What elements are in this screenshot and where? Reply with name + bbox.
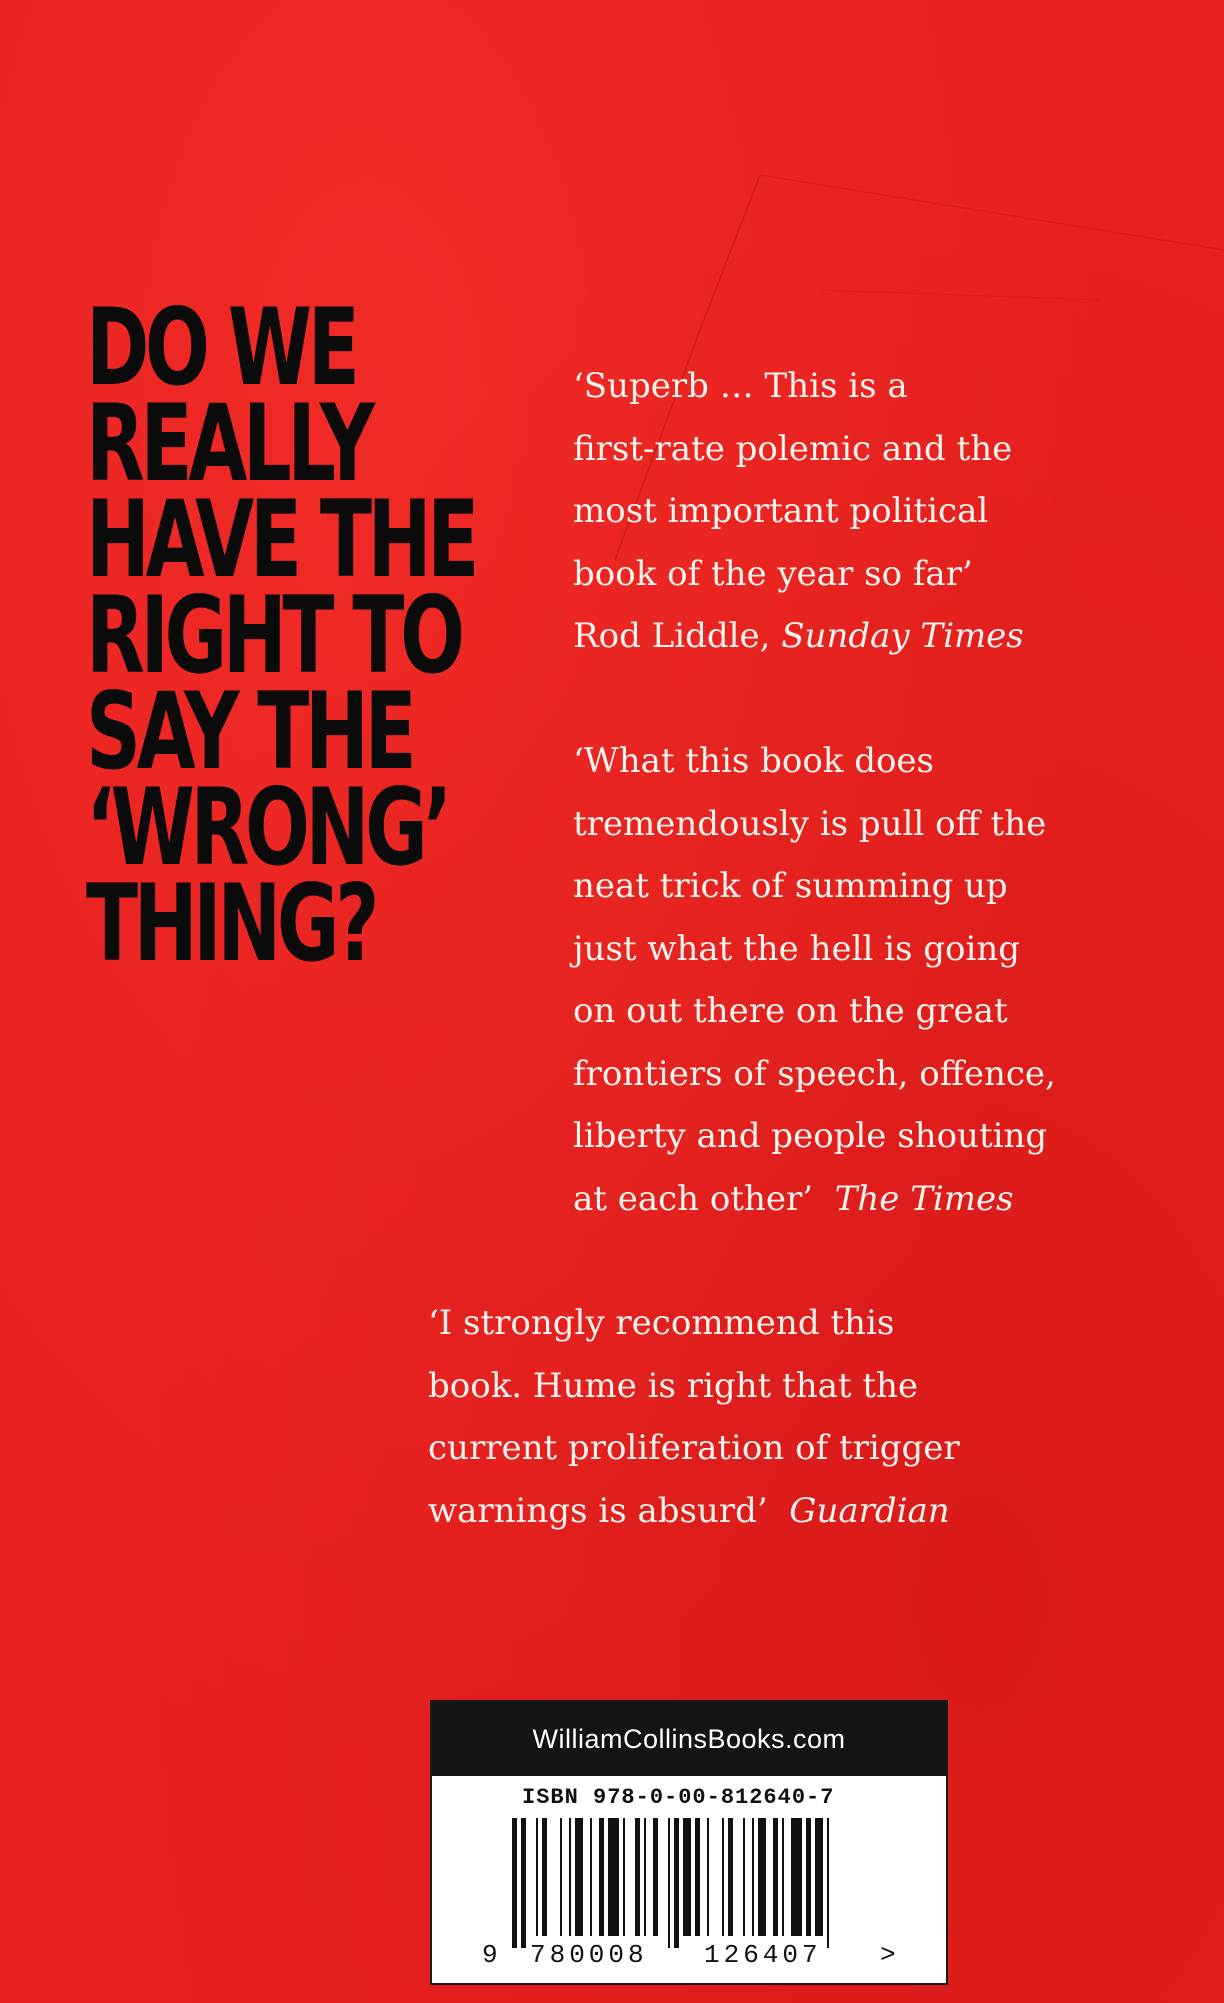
barcode-bar [707, 1818, 709, 1936]
quote-line: ‘Superb … This is a [573, 366, 908, 406]
barcode-digits-left: 780008 [530, 1940, 648, 1970]
quote-line: at each other’ [573, 1178, 814, 1219]
headline-line: ‘WRONG’ [86, 766, 449, 889]
barcode-bar [782, 1818, 784, 1936]
barcode-bar [743, 1818, 745, 1936]
quote-line: book. Hume is right that the [428, 1365, 919, 1406]
barcode-bar [728, 1818, 733, 1936]
barcode-bar [599, 1818, 604, 1936]
quote-publication: Sunday Times [781, 616, 1024, 656]
barcode-bar [752, 1818, 754, 1936]
barcode-bar [536, 1818, 538, 1936]
headline [86, 286, 476, 985]
barcode-bar [521, 1818, 526, 1948]
barcode-arrow: > [880, 1940, 896, 1970]
review-quote-sunday-times [573, 355, 1133, 668]
quote-line: ‘I strongly recommend this [428, 1303, 895, 1343]
quote-line: book of the year so far’ [573, 553, 973, 594]
quote-line: current proliferation of trigger [428, 1428, 960, 1468]
headline-line: DO WE [86, 286, 356, 409]
barcode-bar [815, 1818, 823, 1936]
quote-line: on out there on the great [573, 991, 1008, 1031]
barcode-panel [430, 1700, 948, 1985]
barcode-bar [608, 1818, 619, 1936]
quote-line: neat trick of summing up [573, 866, 1008, 906]
barcode-bar [653, 1818, 658, 1936]
quote-line: tremendously is pull off the [573, 803, 1047, 844]
quote-line: frontiers of speech, offence, [573, 1053, 1056, 1094]
headline-line: SAY THE [86, 670, 413, 793]
barcode-bar [668, 1818, 670, 1948]
headline-line: HAVE THE [86, 478, 476, 601]
barcode-bar [695, 1818, 700, 1936]
barcode-digit-lead: 9 [482, 1940, 498, 1970]
headline-line: REALLY [86, 382, 371, 505]
quote-attribution [573, 605, 1133, 668]
quote-line: ‘What this book does [573, 741, 935, 781]
quote-line: first-rate polemic and the [573, 428, 1013, 469]
barcode-bar [575, 1818, 583, 1936]
barcode-bar [623, 1818, 625, 1936]
barcode-bar [512, 1818, 517, 1948]
barcode-bar [674, 1818, 679, 1948]
quote-publication: The Times [834, 1178, 1014, 1219]
review-quote-the-times [573, 730, 1153, 1230]
publisher-website: WilliamCollinsBooks.com [432, 1702, 946, 1776]
barcode-bar [560, 1818, 562, 1936]
barcode-bar [542, 1818, 547, 1936]
review-quote-guardian [428, 1292, 1038, 1542]
quote-publication: Guardian [789, 1490, 950, 1531]
quote-attribution [573, 1168, 1153, 1231]
quote-line: liberty and people shouting [573, 1116, 1048, 1156]
quote-line: just what the hell is going [573, 928, 1021, 969]
barcode-bar [806, 1818, 811, 1936]
barcode-bar [791, 1818, 802, 1936]
isbn-label: ISBN 978-0-00-812640-7 [522, 1785, 835, 1810]
barcode-bar [827, 1818, 829, 1948]
barcode-bar [644, 1818, 646, 1936]
quote-source: Rod Liddle, [573, 616, 771, 656]
barcode-bar [569, 1818, 571, 1936]
headline-line: THING? [86, 862, 376, 985]
barcode-bar [773, 1818, 778, 1936]
quote-line: warnings is absurd’ [428, 1490, 768, 1531]
barcode-bar [722, 1818, 724, 1936]
headline-line: RIGHT TO [86, 574, 461, 697]
barcode-bar [758, 1818, 766, 1936]
barcode-bars [512, 1818, 876, 1948]
barcode-bar [683, 1818, 691, 1936]
barcode-bar [590, 1818, 592, 1936]
quote-attribution [428, 1480, 1038, 1543]
barcode-bar [635, 1818, 640, 1936]
barcode-digits-right: 126407 [704, 1940, 822, 1970]
quote-line: most important political [573, 491, 989, 531]
